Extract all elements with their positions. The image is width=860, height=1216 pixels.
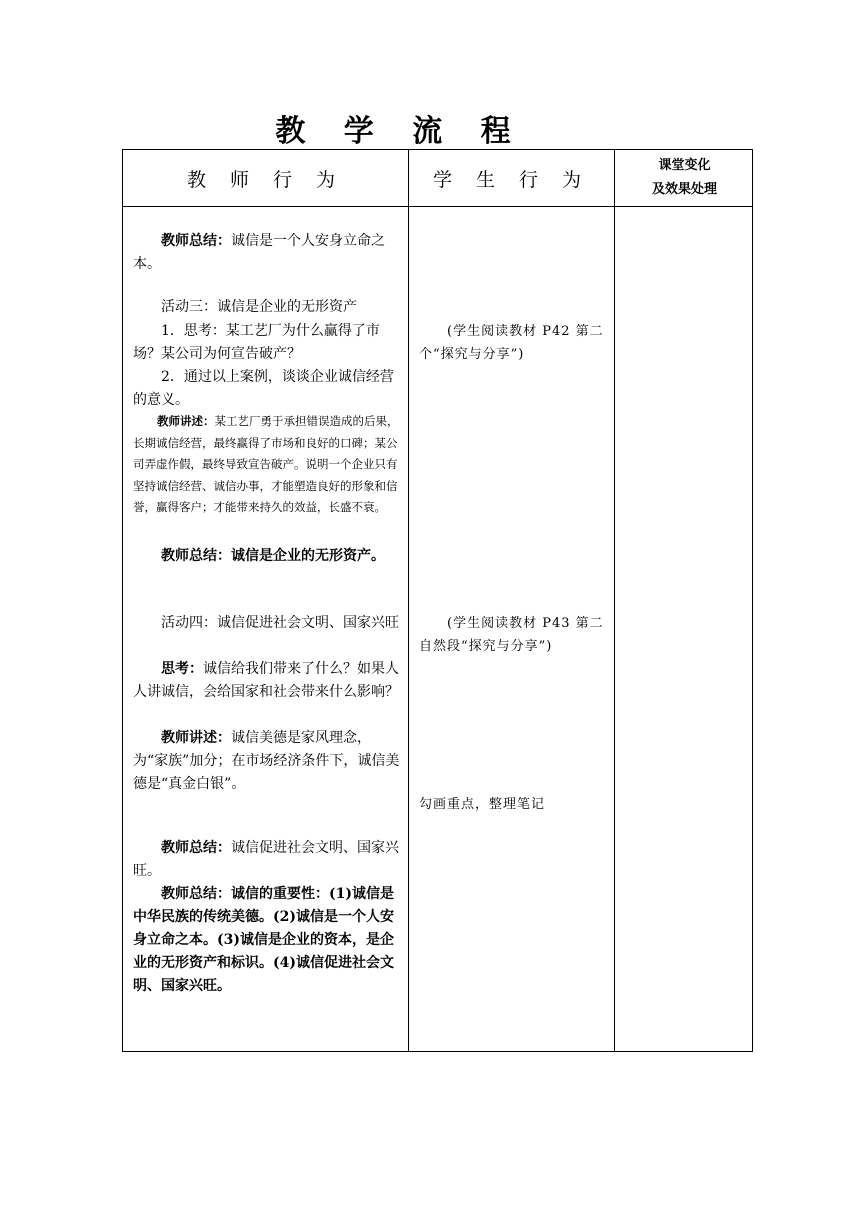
student-activity-2: (学生阅读教材 P43 第二自然段“探究与分享”) [419, 616, 604, 654]
header-divider [123, 206, 752, 207]
lesson-flow-table [122, 149, 753, 1052]
student-activity-1: (学生阅读教材 P42 第二个“探究与分享”) [419, 324, 604, 362]
column-divider [614, 150, 615, 1051]
page-title: 教 学 流 程 [275, 114, 525, 149]
header-classroom-changes [615, 150, 754, 206]
activity-3-question-1: 1．思考：某工艺厂为什么赢得了市场？某公司为何宣告破产？ [133, 323, 380, 362]
activity-3-heading: 活动三：诚信是企业的无形资产 [161, 299, 357, 315]
teacher-summary-2: 教师总结：诚信是企业的无形资产。 [161, 548, 385, 564]
header-notes-line1: 课堂变化 [658, 158, 711, 173]
teacher-summary-4: 教师总结：诚信的重要性：(1)诚信是中华民族的传统美德。(2)诚信是一个人安身立命之本。(3)诚信是企业的资本，是企业的无形资产和标识。(4)诚信促进社会文明、国家兴旺。 [133, 886, 394, 994]
header-student-behavior: 学 生 行 为 [432, 168, 591, 191]
teacher-summary-3: 教师总结：诚信促进社会文明、国家兴旺。 [133, 840, 399, 879]
header-notes-line2: 及效果处理 [651, 182, 717, 197]
activity-3-question-2: 2．通过以上案例，谈谈企业诚信经营的意义。 [133, 369, 394, 408]
teacher-explanation-2: 教师讲述：诚信美德是家风理念，为“家族”加分；在市场经济条件下，诚信美德是“真金白银”。 [133, 730, 400, 792]
activity-4-think: 思考：诚信给我们带来了什么？如果人人讲诚信，会给国家和社会带来什么影响？ [133, 661, 399, 700]
teacher-explanation-1: 教师讲述：某工艺厂勇于承担错误造成的后果，长期诚信经营，最终赢得了市场和良好的口碑；某公司弄虚作假，最终导致宣告破产。说明一个企业只有坚持诚信经营、诚信办事，才能塑造良好的形象和信誉，赢得客户；才能带来持久的效益，长盛不衰。 [133, 414, 399, 514]
activity-4-heading: 活动四：诚信促进社会文明、国家兴旺 [161, 615, 399, 631]
header-teacher-behavior: 教 师 行 为 [186, 168, 345, 191]
teacher-summary-1: 教师总结：诚信是一个人安身立命之本。 [133, 233, 385, 272]
column-divider [408, 150, 409, 1051]
student-activity-3: 勾画重点，整理笔记 [419, 797, 546, 812]
